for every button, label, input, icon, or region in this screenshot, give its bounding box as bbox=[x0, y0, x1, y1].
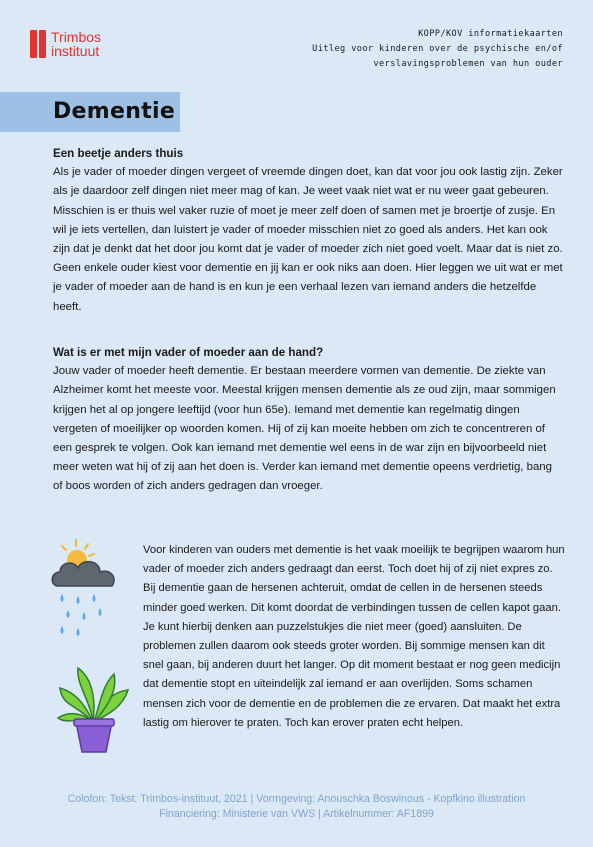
logo-bar-left bbox=[30, 30, 37, 58]
section-paragraph: Als je vader of moeder dingen vergeet of vreemde dingen doet, kan dat voor jou ook lastig zijn. Zeker als je daardoor zelf dingen niet meer mag of kan. Je weet vaak niet wat er nu weer gaat gebeuren. Misschien is er thuis wel vaker ruzie of moet je meer zelf doen of samen met je broertje of zusje. En wil je iets vertellen, dan luistert je vader of moeder misschien niet zo goed als anders. Het kan ook zijn dat je denkt dat het door jou komt dat je vader of moeder zich niet goed voelt. Maar dat is niet zo. Geen enkele ouder kiest voor dementie en jij kan er ook niks aan doen. Hier leggen we uit wat er met je vader of moeder aan de hand is en kun je een verhaal lezen van iemand anders die hetzelfde heeft. bbox=[53, 166, 563, 313]
section-anders-thuis bbox=[53, 144, 563, 317]
section-begrijpen bbox=[143, 541, 568, 733]
logo-bar-right bbox=[39, 30, 46, 58]
section-paragraph: Voor kinderen van ouders met dementie is het vaak moeilijk te begrijpen waarom hun vader of moeder zich anders gedraagt dan eerst. Toch doet hij of zij niet expres zo. Bij dementie gaan de hersenen achteruit, omdat de cellen in de hersenen steeds minder goed werken. Dit komt doordat de verbindingen tussen de cellen kapot gaan. Je kunt hierbij denken aan puzzelstukjes die niet meer (goed) aansluiten. De problemen zullen daarom ook steeds groter worden. Bij sommige mensen kan dit snel gaan, bij anderen duurt het langer. Op dit moment bestaat er nog geen medicijn dat dementie stopt en uiteindelijk zal iemand er aan overlijden. Soms schamen mensen zich voor de dementie en de problemen die ze ervaren. Dat maakt het extra lastig om hierover te praten. Toch kan erover praten echt helpen. bbox=[143, 544, 565, 729]
colofon-footer bbox=[0, 792, 593, 822]
potted-plant-icon bbox=[56, 664, 131, 756]
header-line-1: KOPP/KOV informatiekaarten bbox=[418, 29, 563, 39]
header-line-3: verslavingsproblemen van hun ouder bbox=[373, 59, 563, 69]
section-wat-is-er bbox=[53, 343, 563, 497]
header-line-2: Uitleg voor kinderen over de psychische en/of bbox=[312, 44, 563, 54]
section-heading: Wat is er met mijn vader of moeder aan de hand? bbox=[53, 346, 324, 359]
page-title: Dementie bbox=[53, 99, 176, 124]
footer-line-2: Financiering: Ministerie van VWS | Artikelnummer: AF1899 bbox=[159, 808, 434, 820]
footer-line-1: Colofon: Tekst: Trimbos-instituut, 2021 | Vormgeving: Anouschka Boswinous - Kopfkino illustration bbox=[67, 793, 526, 805]
section-paragraph: Jouw vader of moeder heeft dementie. Er bestaan meerdere vormen van dementie. De ziekte van Alzheimer komt het meeste voor. Meestal krijgen mensen dementie als ze oud zijn, maar sommigen krijgen het al op jongere leeftijd (voor hun 65e). Iemand met dementie kan regelmatig dingen vergeten of moeilijker op woorden komen. Hij of zij kan moeite hebben om zich te concentreren of een gesprek te volgen. Ook kan iemand met dementie wel eens in de war zijn en bijvoorbeeld niet meer weten wat hij of zij aan het doen is. Verder kan iemand met dementie opeens verdrietig, bang of boos worden of zich anders gedragen dan vroeger. bbox=[53, 365, 556, 493]
logo-text-line1: Trimbos bbox=[51, 29, 102, 45]
header-info bbox=[312, 27, 563, 72]
logo-text-line2: instituut bbox=[51, 43, 100, 59]
sun-cloud-rain-icon bbox=[48, 538, 124, 644]
section-heading: Een beetje anders thuis bbox=[53, 147, 184, 160]
title-band bbox=[0, 92, 180, 132]
